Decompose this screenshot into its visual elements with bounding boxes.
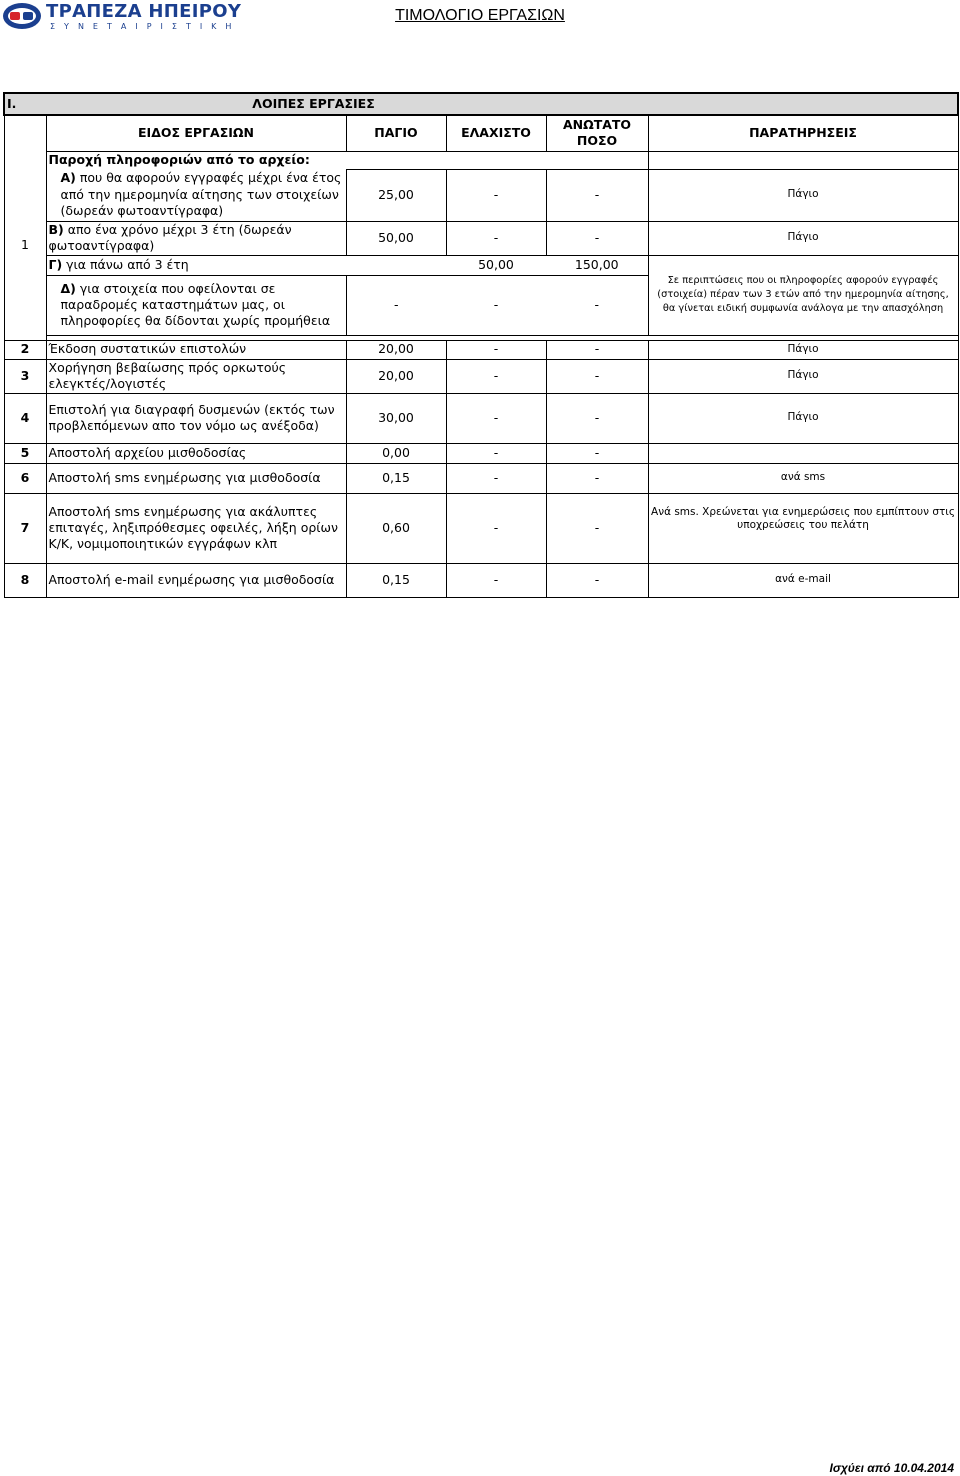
validity-date: Ισχύει από 10.04.2014 bbox=[829, 1461, 954, 1475]
item7-row bbox=[4, 493, 958, 563]
item4-fixed: 30,00 bbox=[346, 393, 446, 443]
item7-note: Ανά sms. Χρεώνεται για ενημερώσεις που εμπίπτουν στις υποχρεώσεις του πελάτη bbox=[648, 493, 958, 563]
item1-b-row bbox=[4, 221, 958, 255]
item2-desc: Έκδοση συστατικών επιστολών bbox=[46, 340, 346, 359]
item8-max: - bbox=[546, 563, 648, 597]
item1-number: 1 bbox=[4, 151, 46, 340]
price-table bbox=[3, 92, 959, 598]
item1-a-desc: Α) που θα αφορούν εγγραφές μέχρι ένα έτος από την ημερομηνία αίτησης των στοιχείων (δωρεάν φωτοαντίγραφα) bbox=[46, 169, 346, 221]
item1-d-min: - bbox=[446, 275, 546, 335]
item3-desc: Χορήγηση βεβαίωσης πρός ορκωτούς ελεγκτές/λογιστές bbox=[46, 359, 346, 393]
item1-d-fixed: - bbox=[346, 275, 446, 335]
item1-c-row bbox=[4, 255, 958, 275]
item1-b-fixed: 50,00 bbox=[346, 221, 446, 255]
header-number-cell bbox=[4, 115, 46, 151]
item6-fixed: 0,15 bbox=[346, 463, 446, 493]
section-header-row bbox=[4, 93, 958, 115]
item6-row bbox=[4, 463, 958, 493]
item4-note: Πάγιο bbox=[648, 393, 958, 443]
item3-fixed: 20,00 bbox=[346, 359, 446, 393]
item6-desc: Αποστολή sms ενημέρωσης για μισθοδοσία bbox=[46, 463, 346, 493]
item1-b-desc: Β) απο ένα χρόνο μέχρι 3 έτη (δωρεάν φωτοαντίγραφα) bbox=[46, 221, 346, 255]
item1-heading-row bbox=[4, 151, 958, 169]
item3-min: - bbox=[446, 359, 546, 393]
item2-fixed: 20,00 bbox=[346, 340, 446, 359]
item5-min: - bbox=[446, 443, 546, 463]
item1-b-note: Πάγιο bbox=[648, 221, 958, 255]
header-minimum: ΕΛΑΧΙΣΤΟ bbox=[446, 115, 546, 151]
bank-name: ΤΡΑΠΕΖΑ ΗΠΕΙΡΟΥ bbox=[46, 1, 242, 22]
item8-min: - bbox=[446, 563, 546, 597]
item8-fixed: 0,15 bbox=[346, 563, 446, 597]
item2-min: - bbox=[446, 340, 546, 359]
item1-heading: Παροχή πληροφοριών από το αρχείο: bbox=[46, 151, 648, 169]
item1-a-row bbox=[4, 169, 958, 221]
header-fixed: ΠΑΓΙΟ bbox=[346, 115, 446, 151]
item1-c-desc: Γ) για πάνω από 3 έτη bbox=[46, 255, 346, 275]
item6-number: 6 bbox=[4, 463, 46, 493]
section-label: ΛΟΙΠΕΣ ΕΡΓΑΣΙΕΣ bbox=[46, 93, 958, 115]
item3-row bbox=[4, 359, 958, 393]
item5-row bbox=[4, 443, 958, 463]
bank-subtitle: ΣΥΝΕΤΑΙΡΙΣΤΙΚΗ bbox=[50, 22, 241, 31]
item4-max: - bbox=[546, 393, 648, 443]
item1-b-min: - bbox=[446, 221, 546, 255]
item3-note: Πάγιο bbox=[648, 359, 958, 393]
item1-c-min: 50,00 bbox=[446, 255, 546, 275]
header-maximum: ΑΝΩΤΑΤΟ ΠΟΣΟ bbox=[546, 115, 648, 151]
header-type: ΕΙΔΟΣ ΕΡΓΑΣΙΩΝ bbox=[46, 115, 346, 151]
item2-max: - bbox=[546, 340, 648, 359]
item1-d-note: Σε περιπτώσεις που οι πληροφορίες αφορούν εγγραφές (στοιχεία) πέραν των 3 ετών από την ημερομηνία αίτησης, θα γίνεται ειδική συμφωνία ανάλογα με την απασχόληση bbox=[648, 255, 958, 335]
item8-desc: Αποστολή e-mail ενημέρωσης για μισθοδοσία bbox=[46, 563, 346, 597]
page-title: ΤΙΜΟΛΟΓΙΟ ΕΡΓΑΣΙΩΝ bbox=[395, 7, 565, 24]
item2-number: 2 bbox=[4, 340, 46, 359]
item7-desc: Αποστολή sms ενημέρωσης για ακάλυπτες επιταγές, ληξιπρόθεσμες οφειλές, λήξη ορίων Κ/Κ, νομιμοποιητικών εγγράφων κλπ bbox=[46, 493, 346, 563]
item5-number: 5 bbox=[4, 443, 46, 463]
item1-a-min: - bbox=[446, 169, 546, 221]
item8-number: 8 bbox=[4, 563, 46, 597]
item8-note: ανά e-mail bbox=[648, 563, 958, 597]
item4-number: 4 bbox=[4, 393, 46, 443]
item1-a-fixed: 25,00 bbox=[346, 169, 446, 221]
item5-desc: Αποστολή αρχείου μισθοδοσίας bbox=[46, 443, 346, 463]
item6-note: ανά sms bbox=[648, 463, 958, 493]
item5-note bbox=[648, 443, 958, 463]
item2-note: Πάγιο bbox=[648, 340, 958, 359]
item4-min: - bbox=[446, 393, 546, 443]
item1-d-desc: Δ) για στοιχεία που οφείλονται σε παραδρομές καταστημάτων μας, οι πληροφορίες θα δίδονται χωρίς προμήθεια bbox=[46, 275, 346, 335]
item2-row bbox=[4, 340, 958, 359]
item1-b-max: - bbox=[546, 221, 648, 255]
column-header-row bbox=[4, 115, 958, 151]
item7-min: - bbox=[446, 493, 546, 563]
item1-c-max: 150,00 bbox=[546, 255, 648, 275]
item1-d-max: - bbox=[546, 275, 648, 335]
item8-row bbox=[4, 563, 958, 597]
item3-number: 3 bbox=[4, 359, 46, 393]
item6-min: - bbox=[446, 463, 546, 493]
item7-number: 7 bbox=[4, 493, 46, 563]
item7-max: - bbox=[546, 493, 648, 563]
item4-desc: Επιστολή για διαγραφή δυσμενών (εκτός των προβλεπόμενων απο τον νόμο ως ανέξοδα) bbox=[46, 393, 346, 443]
item5-fixed: 0,00 bbox=[346, 443, 446, 463]
section-number: I. bbox=[4, 93, 46, 115]
item4-row bbox=[4, 393, 958, 443]
item1-c-fixed bbox=[346, 255, 446, 275]
item7-fixed: 0,60 bbox=[346, 493, 446, 563]
item1-a-max: - bbox=[546, 169, 648, 221]
header-notes: ΠΑΡΑΤΗΡΗΣΕΙΣ bbox=[648, 115, 958, 151]
item3-max: - bbox=[546, 359, 648, 393]
item1-a-note: Πάγιο bbox=[648, 169, 958, 221]
item5-max: - bbox=[546, 443, 648, 463]
item6-max: - bbox=[546, 463, 648, 493]
